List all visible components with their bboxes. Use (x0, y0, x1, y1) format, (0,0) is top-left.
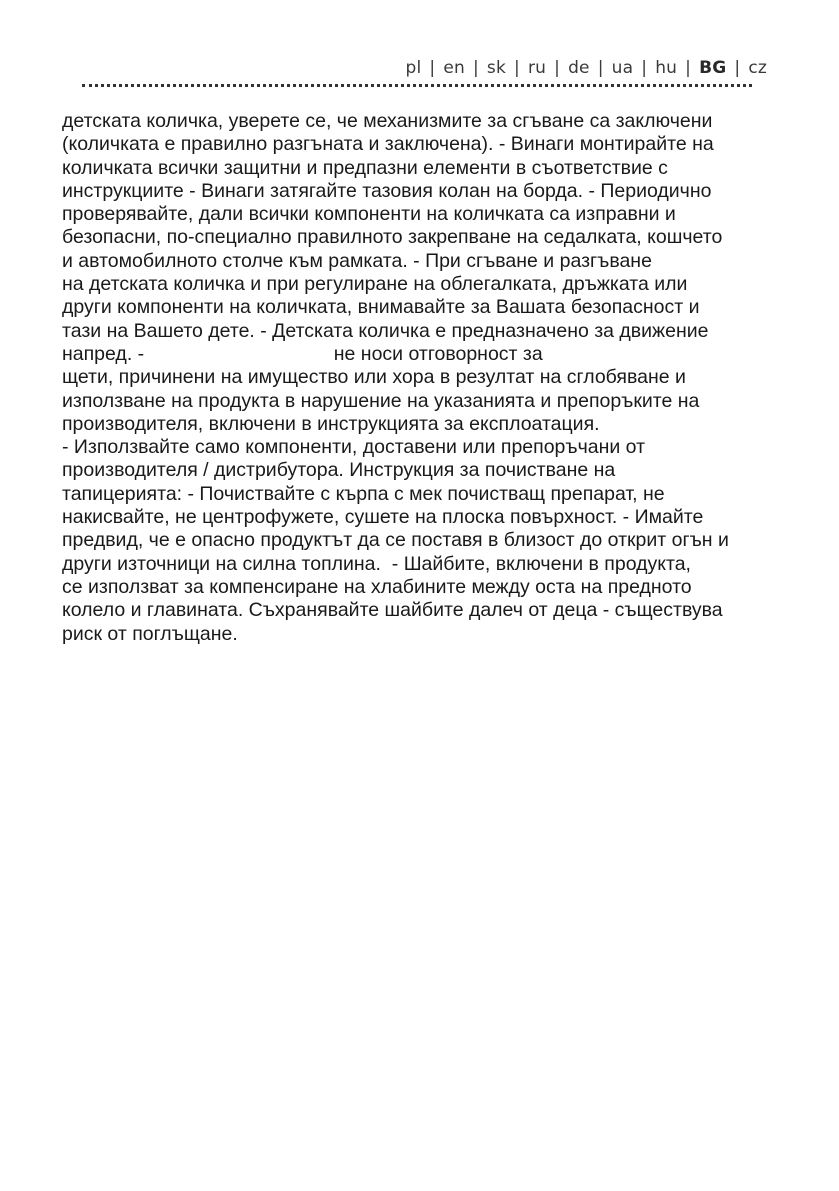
lang-ua[interactable]: ua (611, 58, 634, 78)
text-line: производителя / дистрибутора. Инструкция за почистване на (62, 459, 616, 482)
text-line: накисвайте, не центрофужете, сушете на плоска повърхност. - Имайте (62, 506, 704, 529)
lang-separator: | (734, 58, 741, 78)
lang-separator: | (685, 58, 692, 78)
text-line: предвид, че е опасно продуктът да се поставя в близост до открит огън и (62, 529, 729, 552)
lang-separator: | (597, 58, 604, 78)
text-line: инструкциите - Винаги затягайте тазовия колан на борда. - Периодично (62, 179, 712, 202)
lang-separator: | (554, 58, 561, 78)
text-line: на детската количка и при регулиране на облегалката, дръжката или (62, 273, 688, 296)
text-line: щети, причинени на имущество или хора в резултат на сглобяване и (62, 366, 686, 389)
lang-en[interactable]: en (443, 58, 465, 78)
text-line: - Използвайте само компоненти, доставени или препоръчани от (62, 436, 646, 459)
text-line: колело и главината. Съхранявайте шайбите далеч от деца - съществува (62, 599, 723, 622)
text-line: тази на Вашето дете. - Детската количка е предназначено за движение (62, 319, 709, 342)
text-line: (количката е правилно разгъната и заключена). - Винаги монтирайте на (62, 133, 714, 156)
text-line: тапицерията: - Почиствайте с кърпа с мек почистващ препарат, не (62, 482, 665, 505)
text-line: други компоненти на количката, внимавайте за Вашата безопасност и (62, 296, 700, 319)
lang-separator: | (429, 58, 436, 78)
instructions-body (62, 110, 792, 646)
lang-sk[interactable]: sk (486, 58, 507, 78)
text-line: се използват за компенсиране на хлабините между оста на предното (62, 575, 692, 598)
lang-bg-active[interactable]: BG (699, 58, 727, 78)
text-line: производителя, включени в инструкцията за експлоатация. (62, 412, 600, 435)
lang-separator: | (641, 58, 648, 78)
text-line: риск от поглъщане. (62, 622, 238, 645)
lang-cz[interactable]: cz (748, 58, 767, 78)
lang-separator: | (514, 58, 520, 78)
header-dotted-divider (82, 84, 752, 87)
lang-ru[interactable]: ru (527, 58, 547, 78)
lang-separator: | (472, 58, 479, 78)
text-line: други източници на силна топлина. - Шайбите, включени в продукта, (62, 552, 691, 575)
lang-de[interactable]: de (568, 58, 590, 78)
text-line: проверявайте, дали всички компоненти на количката са изправни и (62, 203, 676, 226)
lang-hu[interactable]: hu (655, 58, 678, 78)
text-line: и автомобилното столче към рамката. - При сгъване и разгъване (62, 249, 652, 272)
text-line: детската количка, уверете се, че механизмите за сгъване са заключени (62, 110, 713, 132)
language-switcher (405, 58, 767, 78)
lang-pl[interactable]: pl (405, 58, 422, 78)
text-line: напред. - не носи отговорност за (62, 342, 543, 365)
text-line: безопасни, по-специално правилното закрепване на седалката, кошчето (62, 226, 723, 249)
text-line: количката всички защитни и предпазни елементи в съответствие с (62, 156, 668, 179)
text-line: използване на продукта в нарушение на указанията и препоръките на (62, 389, 700, 412)
